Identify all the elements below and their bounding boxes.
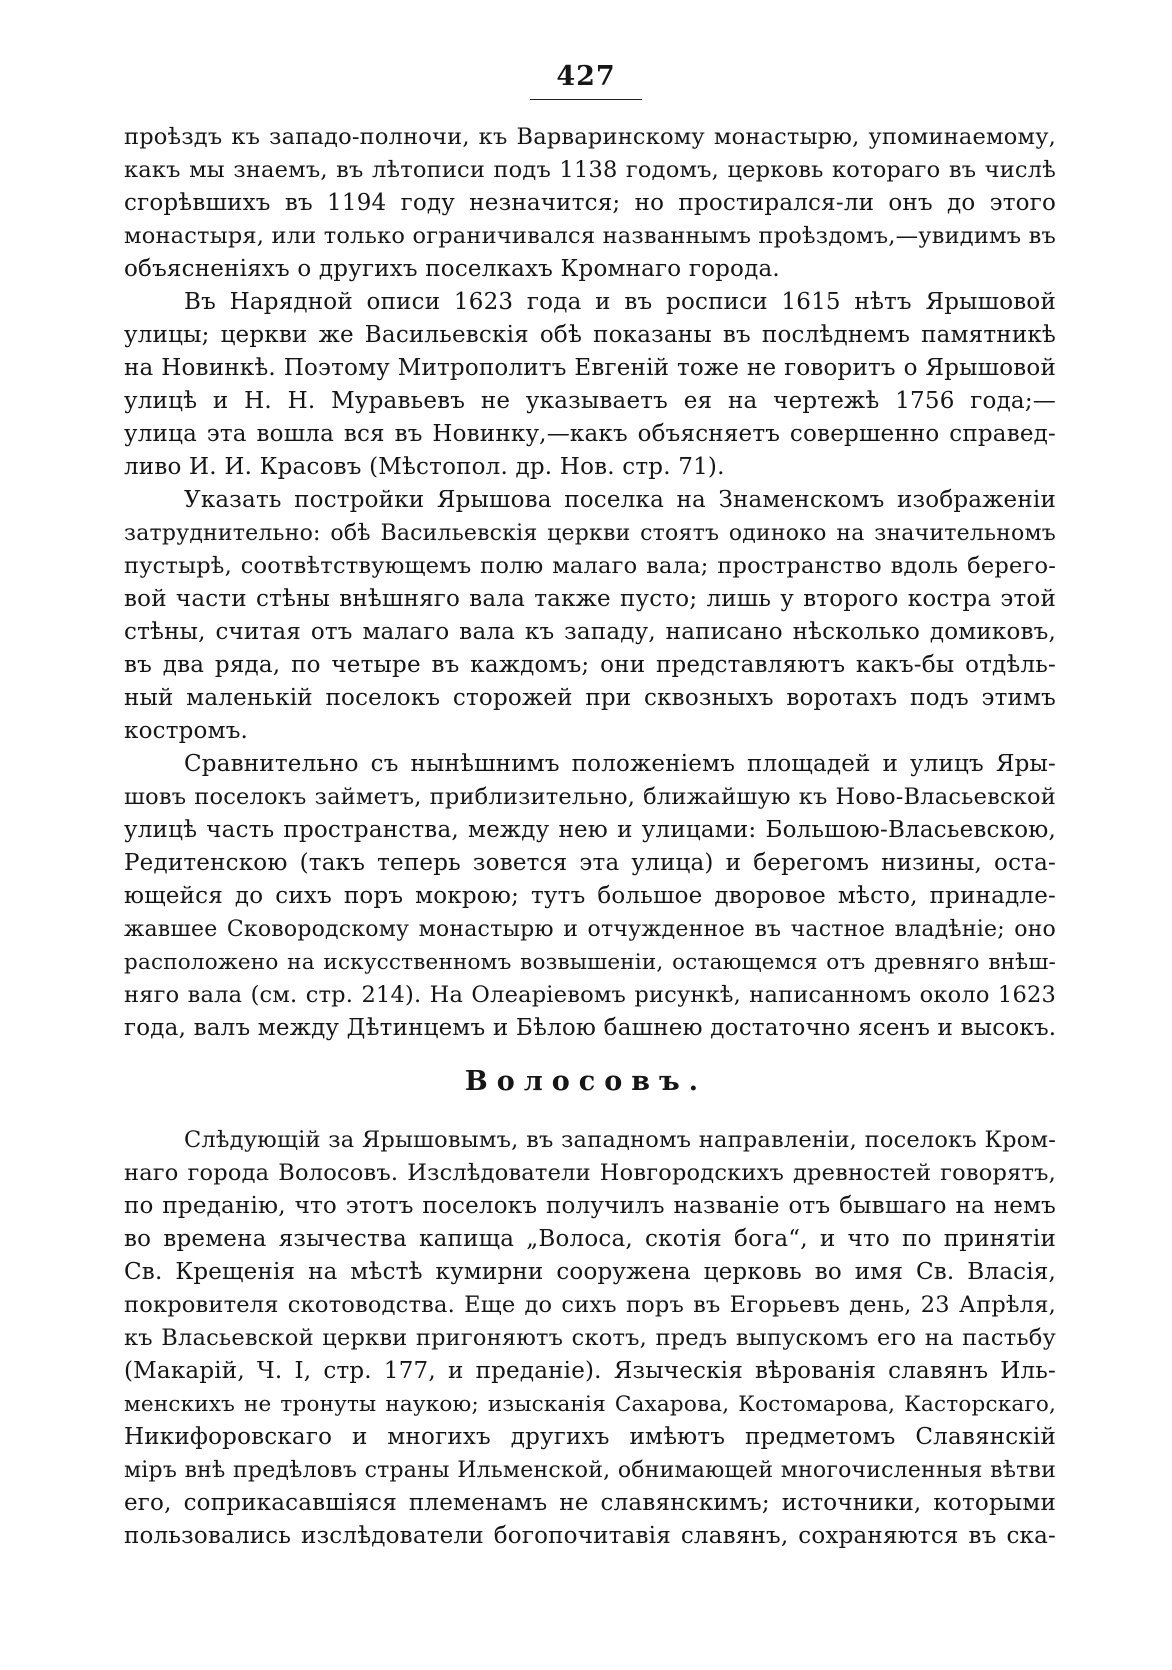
section-heading: Волосовъ.: [464, 1066, 708, 1097]
text-line: года, валъ между Дѣтинцемъ и Бѣлою башнею достаточно ясенъ и высокъ.: [124, 1015, 1056, 1041]
text-line: его, соприкасавшіяся племенамъ не славянскимъ; источники, которыми: [124, 1490, 1056, 1516]
text-line: покровителя скотоводства. Еще до сихъ поръ въ Егорьевъ день, 23 Апрѣля,: [124, 1292, 1056, 1318]
text-line: жавшее Сковородскому монастырю и отчужденное въ частное владѣніе; оно: [124, 917, 1056, 942]
text-line: костромъ.: [124, 718, 249, 744]
text-line: монастыря, или только ограничивался названнымъ проѣздомъ,—увидимъ въ: [124, 223, 1056, 249]
text-line: Сравнительно съ нынѣшнимъ положеніемъ площадей и улицъ Яры-: [184, 751, 1056, 777]
text-line: улицѣ и Н. Н. Муравьевъ не указываетъ ея на чертежѣ 1756 года;—: [124, 388, 1056, 414]
text-line: Указать постройки Ярышова поселка на Знаменскомъ изображеніи: [184, 487, 1056, 513]
text-line: на Новинкѣ. Поэтому Митрополитъ Евгеній тоже не говоритъ о Ярышовой: [124, 355, 1056, 381]
text-line: Редитенскою (такъ теперь зовется эта улица) и берегомъ низины, оста-: [124, 850, 1056, 876]
text-line: наго города Волосовъ. Изслѣдователи Новгородскихъ древностей говорятъ,: [124, 1160, 1056, 1186]
text-block-upper: [124, 121, 1056, 1045]
text-line: улицѣ часть пространства, между нею и улицами: Большою-Власьевскою,: [124, 817, 1056, 843]
text-line: ливо И. И. Красовъ (Мѣстопол. др. Нов. стр. 71).: [124, 454, 725, 480]
page-number: 427: [556, 61, 616, 92]
text-line: ный маленькій поселокъ сторожей при сквозныхъ воротахъ подъ этимъ: [124, 685, 1056, 711]
text-line: пользовались изслѣдователи богопочитавія славянъ, сохраняются въ ска-: [124, 1523, 1056, 1549]
text-line: затруднительно: обѣ Васильевскія церкви стоятъ одиноко на значительномъ: [124, 521, 1056, 546]
text-line: Св. Крещенія на мѣстѣ кумирни сооружена церковь во имя Св. Власія,: [124, 1259, 1056, 1285]
text-line: во времена язычества капища „Волоса, скотія бога“, и что по принятіи: [124, 1226, 1056, 1252]
text-line: сгорѣвшихъ въ 1194 году незначится; но простирался-ли онъ до этого: [124, 190, 1056, 216]
text-line: по преданію, что этотъ поселокъ получилъ названіе отъ бывшаго на немъ: [124, 1193, 1056, 1219]
text-line: міръ внѣ предѣловъ страны Ильменской, обнимающей многочисленныя вѣтви: [124, 1458, 1056, 1483]
text-line: проѣздъ къ западо-полночи, къ Варваринскому монастырю, упоминаемому,: [124, 124, 1056, 150]
text-line: шовъ поселокъ займетъ, приблизительно, ближайшую къ Ново-Власьевской: [124, 784, 1056, 810]
text-line: какъ мы знаемъ, въ лѣтописи подъ 1138 годомъ, церковь котораго въ числѣ: [124, 157, 1056, 183]
text-line: расположено на искусственномъ возвышеніи, остающемся отъ древняго внѣш-: [124, 950, 1056, 975]
text-line: въ два ряда, по четыре въ каждомъ; они представляютъ какъ-бы отдѣль-: [124, 652, 1056, 678]
page-number-rule: [530, 99, 642, 100]
text-line: менскихъ не тронуты наукою; изысканія Сахарова, Костомарова, Касторскаго,: [124, 1392, 1056, 1417]
text-line: Слѣдующій за Ярышовымъ, въ западномъ направленіи, поселокъ Кром-: [184, 1127, 1056, 1153]
text-line: улица эта вошла вся въ Новинку,—какъ объясняетъ совершенно справед-: [124, 421, 1056, 447]
text-line: стѣны, считая отъ малаго вала къ западу, написано нѣсколько домиковъ,: [124, 619, 1056, 645]
text-line: вой части стѣны внѣшняго вала также пусто; лишь у второго костра этой: [124, 586, 1056, 612]
text-line: Въ Нарядной описи 1623 года и въ росписи 1615 нѣтъ Ярышовой: [184, 289, 1056, 315]
text-line: ющейся до сихъ поръ мокрою; тутъ большое дворовое мѣсто, принадле-: [124, 883, 1056, 909]
text-line: улицы; церкви же Васильевскія обѣ показаны въ послѣднемъ памятникѣ: [124, 322, 1056, 348]
text-line: къ Власьевской церкви пригоняютъ скотъ, предъ выпускомъ его на пастьбу: [124, 1325, 1056, 1351]
text-line: няго вала (см. стр. 214). На Олеаріевомъ рисункѣ, написанномъ около 1623: [124, 982, 1056, 1008]
text-line: (Макарій, Ч. I, стр. 177, и преданіе). Языческія вѣрованія славянъ Иль-: [124, 1358, 1056, 1384]
text-block-lower: [124, 1124, 1056, 1553]
text-line: пустырѣ, соотвѣтствующемъ полю малаго вала; пространство вдоль берего-: [124, 553, 1056, 579]
text-line: объясненіяхъ о другихъ поселкахъ Кромнаго города.: [124, 256, 780, 282]
text-line: Никифоровскаго и многихъ другихъ имѣютъ предметомъ Славянскій: [124, 1424, 1056, 1450]
